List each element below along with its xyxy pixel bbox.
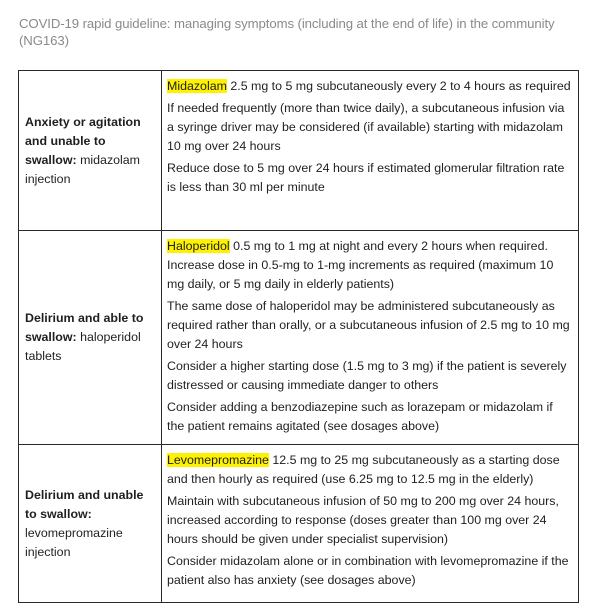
dosage-note: If needed frequently (more than twice daily), a subcutaneous infusion via a syringe driver may be considered (if available) starting with midazolam 10 mg over 24 hours (167, 101, 565, 153)
dosage-note: The same dose of haloperidol may be administered subcutaneously as required rather than orally, or a subcutaneous infusion of 2.5 mg to 10 mg over 24 hours (167, 299, 570, 351)
dosage-note: Consider a higher starting dose (1.5 mg to 3 mg) if the patient is severely distressed or causing immediate danger to others (167, 359, 567, 392)
document-title: COVID-19 rapid guideline: managing symptoms (including at the end of life) in the community (NG163) (19, 16, 555, 48)
condition-title: Delirium and unable to swallow: (25, 487, 144, 521)
condition-drug: levomepromazine injection (25, 525, 123, 559)
dosage-primary-text: 2.5 mg to 5 mg subcutaneously every 2 to 4 hours as required (226, 79, 571, 93)
dosage-cell (162, 445, 579, 603)
dosage-primary-text: 0.5 mg to 1 mg at night and every 2 hours when required. Increase dose in 0.5-mg to 1-mg increments as required (maximum 10 mg daily, or 5 mg daily in elderly patients) (167, 239, 554, 291)
condition-drug: midazolam injection (25, 152, 141, 186)
dosage-note: Maintain with subcutaneous infusion of 50 mg to 200 mg over 24 hours, increased according to response (doses greater than 100 mg over 24 hours should be given under specialist supervision) (167, 494, 559, 546)
drug-name-highlight: Midazolam (167, 79, 227, 93)
dosage-note: Consider adding a benzodiazepine such as lorazepam or midazolam if the patient remains agitated (see dosages above) (167, 400, 553, 433)
dosage-primary (167, 237, 572, 294)
table-row-midazolam (19, 71, 579, 231)
dosage-cell (162, 231, 579, 445)
table-row-levomepromazine (19, 445, 579, 603)
drug-name-highlight: Haloperidol (167, 239, 230, 253)
condition-cell (19, 231, 162, 445)
dosage-primary (167, 451, 572, 489)
condition-title: Anxiety or agitation and unable to swallow: (25, 114, 141, 167)
symptom-management-table (18, 70, 579, 603)
condition-title: Delirium and able to swallow: (25, 311, 144, 344)
dosage-cell (162, 71, 579, 231)
condition-cell (19, 71, 162, 231)
dosage-note: Reduce dose to 5 mg over 24 hours if estimated glomerular filtration rate is less than 30 ml per minute (167, 161, 565, 194)
condition-drug: haloperidol tablets (25, 330, 141, 363)
condition-cell (19, 445, 162, 603)
dosage-primary (167, 77, 572, 96)
dosage-primary-text: 12.5 mg to 25 mg subcutaneously as a starting dose and then hourly as required (use 6.25 mg to 12.5 mg in the elderly) (167, 453, 560, 486)
dosage-note: Consider midazolam alone or in combination with levomepromazine if the patient also has anxiety (see dosages above) (167, 554, 569, 587)
table-row-haloperidol (19, 231, 579, 445)
drug-name-highlight: Levomepromazine (167, 453, 269, 467)
